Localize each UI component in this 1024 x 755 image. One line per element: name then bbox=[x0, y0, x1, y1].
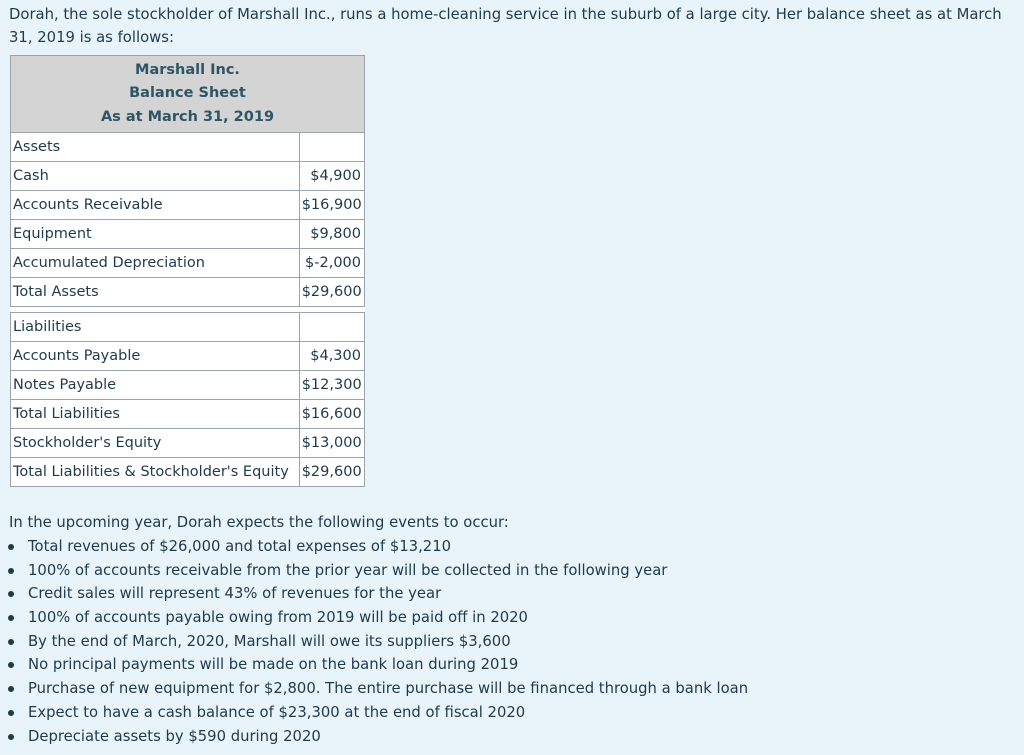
row-label: Accounts Receivable bbox=[11, 191, 300, 220]
bullet-icon bbox=[8, 639, 14, 645]
list-item-text: No principal payments will be made on the bank loan during 2019 bbox=[28, 656, 519, 674]
list-item bbox=[0, 630, 748, 654]
row-value: $16,600 bbox=[299, 400, 364, 429]
list-item-text: Depreciate assets by $590 during 2020 bbox=[28, 727, 321, 745]
list-item bbox=[0, 606, 748, 630]
bullet-icon bbox=[8, 734, 14, 740]
list-item-text: 100% of accounts receivable from the prior year will be collected in the following year bbox=[28, 561, 668, 579]
list-item bbox=[0, 535, 748, 559]
balance-sheet-table bbox=[10, 55, 365, 487]
list-item bbox=[0, 582, 748, 606]
list-item-text: Credit sales will represent 43% of revenues for the year bbox=[28, 585, 442, 603]
list-item-text: Purchase of new equipment for $2,800. The entire purchase will be financed through a bank loan bbox=[28, 680, 749, 698]
table-row bbox=[11, 278, 365, 307]
section-heading-assets: Assets bbox=[11, 133, 300, 162]
row-value: $-2,000 bbox=[299, 249, 364, 278]
table-row bbox=[11, 458, 365, 487]
assets-heading-row bbox=[11, 133, 365, 162]
list-item bbox=[0, 653, 748, 677]
bullet-icon bbox=[8, 568, 14, 574]
list-item bbox=[0, 701, 748, 725]
row-value: $12,300 bbox=[299, 371, 364, 400]
bullet-icon bbox=[8, 591, 14, 597]
list-item-text: Expect to have a cash balance of $23,300 at the end of fiscal 2020 bbox=[28, 703, 526, 721]
row-label: Notes Payable bbox=[11, 371, 300, 400]
row-value: $29,600 bbox=[299, 458, 364, 487]
bullet-icon bbox=[8, 710, 14, 716]
table-row bbox=[11, 249, 365, 278]
row-label: Stockholder's Equity bbox=[11, 429, 300, 458]
row-label: Cash bbox=[11, 162, 300, 191]
events-list bbox=[0, 535, 748, 748]
liabilities-heading-row bbox=[11, 313, 365, 342]
events-heading: In the upcoming year, Dorah expects the following events to occur: bbox=[9, 514, 509, 531]
row-label: Equipment bbox=[11, 220, 300, 249]
bullet-icon bbox=[8, 615, 14, 621]
row-value: $4,300 bbox=[299, 342, 364, 371]
list-item bbox=[0, 677, 748, 701]
bullet-icon bbox=[8, 662, 14, 668]
row-label: Total Liabilities bbox=[11, 400, 300, 429]
table-row bbox=[11, 220, 365, 249]
row-value: $4,900 bbox=[299, 162, 364, 191]
table-row bbox=[11, 342, 365, 371]
table-row bbox=[11, 191, 365, 220]
list-item bbox=[0, 725, 748, 749]
list-item-text: Total revenues of $26,000 and total expenses of $13,210 bbox=[28, 538, 452, 555]
balance-sheet-header bbox=[11, 56, 365, 133]
empty-cell bbox=[299, 133, 364, 162]
table-row bbox=[11, 429, 365, 458]
list-item-text: 100% of accounts payable owing from 2019 will be paid off in 2020 bbox=[28, 609, 528, 627]
statement-name: Balance Sheet bbox=[129, 85, 246, 102]
row-value: $16,900 bbox=[299, 191, 364, 220]
list-item bbox=[0, 559, 748, 583]
empty-cell bbox=[299, 313, 364, 342]
intro-paragraph: Dorah, the sole stockholder of Marshall Inc., runs a home-cleaning service in the suburb of a large city. Her balance sheet as at March 31, 2019 is as follows: bbox=[9, 6, 1002, 46]
row-value: $13,000 bbox=[299, 429, 364, 458]
balance-sheet-title bbox=[11, 56, 365, 133]
table-row bbox=[11, 400, 365, 429]
table-row bbox=[11, 371, 365, 400]
bullet-icon bbox=[8, 544, 14, 550]
row-value: $9,800 bbox=[299, 220, 364, 249]
statement-date: As at March 31, 2019 bbox=[100, 108, 275, 125]
row-label: Accumulated Depreciation bbox=[11, 249, 300, 278]
company-name: Marshall Inc. bbox=[135, 61, 240, 78]
row-value: $29,600 bbox=[299, 278, 364, 307]
row-label: Accounts Payable bbox=[11, 342, 300, 371]
row-label: Total Liabilities & Stockholder's Equity bbox=[11, 458, 300, 487]
table-row bbox=[11, 162, 365, 191]
section-heading-liabilities: Liabilities bbox=[11, 313, 300, 342]
list-item-text: By the end of March, 2020, Marshall will owe its suppliers $3,600 bbox=[28, 632, 511, 650]
row-label: Total Assets bbox=[11, 278, 300, 307]
bullet-icon bbox=[8, 686, 14, 692]
